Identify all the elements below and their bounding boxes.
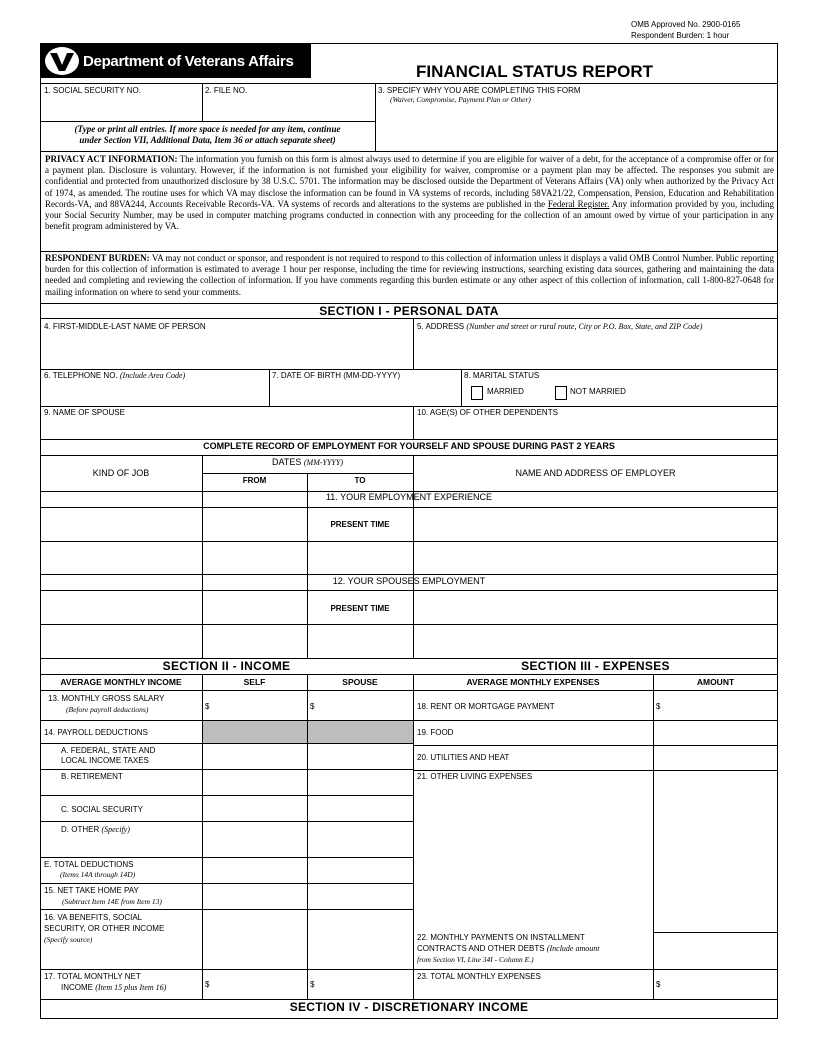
item-18-amount-field[interactable]: [663, 692, 775, 718]
from-header: FROM: [242, 476, 267, 485]
item-14c-label: C. SOCIAL SECURITY: [61, 805, 143, 814]
present-time-label: PRESENT TIME: [330, 520, 390, 529]
item-23-dollar: $: [656, 980, 661, 989]
item-17-label-2: INCOME (Item 15 plus Item 16): [61, 983, 167, 992]
present-time-label-spouse: PRESENT TIME: [330, 604, 390, 613]
to-header: TO: [354, 476, 366, 485]
item-13-self-dollar: $: [205, 702, 210, 711]
payroll-deductions-spouse-shaded: [308, 721, 413, 743]
item-19-label: 19. FOOD: [417, 728, 454, 737]
telephone-label: 6. TELEPHONE NO. (Include Area Code): [44, 371, 186, 380]
specify-reason-note: (Waiver, Compromise, Payment Plan or Other): [390, 95, 531, 104]
ssn-field[interactable]: [44, 96, 200, 120]
item-15-note: (Subtract Item 14E from Item 13): [62, 897, 162, 906]
item-14a-label-2: LOCAL INCOME TAXES: [61, 756, 149, 765]
item-21-description-field[interactable]: [416, 782, 651, 930]
name-field[interactable]: [44, 332, 410, 368]
telephone-field[interactable]: [44, 381, 266, 405]
spouse-name-field[interactable]: [44, 418, 410, 438]
item-16-label-1: 16. VA BENEFITS, SOCIAL: [44, 913, 143, 922]
kind-of-job-header: KIND OF JOB: [92, 468, 150, 478]
dependents-label: 10. AGE(S) OF OTHER DEPENDENTS: [417, 408, 558, 417]
va-seal-icon: [43, 44, 83, 78]
not-married-label: NOT MARRIED: [570, 387, 626, 396]
va-logo: [41, 44, 311, 78]
item-14d-label: D. OTHER (Specify): [61, 825, 130, 834]
employment-row-1-job[interactable]: [41, 508, 201, 540]
item-15-label: 15. NET TAKE HOME PAY: [44, 886, 139, 895]
section-1-title: SECTION I - PERSONAL DATA: [319, 304, 499, 318]
employment-row-2-job[interactable]: [41, 542, 201, 573]
ssn-label: 1. SOCIAL SECURITY NO.: [44, 86, 141, 95]
item-17-label-1: 17. TOTAL MONTHLY NET: [44, 972, 141, 981]
spouse-employment-row-1-job[interactable]: [41, 591, 201, 623]
marital-status-label: 8. MARITAL STATUS: [464, 371, 540, 380]
dob-label: 7. DATE OF BIRTH (MM-DD-YYYY): [272, 371, 401, 380]
income-col-avg: AVERAGE MONTHLY INCOME: [60, 677, 182, 687]
item-22-note: from Section VI, Line 34I - Column E.): [417, 955, 534, 964]
item-21-label: 21. OTHER LIVING EXPENSES: [417, 772, 533, 781]
item-13-note: (Before payroll deductions): [66, 705, 149, 714]
section-3-title: SECTION III - EXPENSES: [521, 659, 670, 673]
dob-field[interactable]: [272, 381, 458, 405]
item-14b-label: B. RETIREMENT: [61, 772, 123, 781]
file-no-field[interactable]: [205, 96, 373, 120]
payroll-deductions-self-shaded: [203, 721, 307, 743]
item-22-label-2: CONTRACTS AND OTHER DEBTS (Include amount: [417, 944, 600, 953]
item-18-dollar: $: [656, 702, 661, 711]
item-20-label: 20. UTILITIES AND HEAT: [417, 753, 510, 762]
specify-reason-field[interactable]: [378, 106, 776, 150]
item-14-label: 14. PAYROLL DEDUCTIONS: [44, 728, 148, 737]
income-col-spouse: SPOUSE: [342, 677, 378, 687]
item-17-spouse-dollar: $: [310, 980, 315, 989]
item-13-self-field[interactable]: [212, 692, 305, 718]
item-14e-note: (Items 14A through 14D): [60, 870, 136, 879]
dates-header: DATES (MM-YYYY): [272, 457, 343, 467]
item-22-label-1: 22. MONTHLY PAYMENTS ON INSTALLMENT: [417, 933, 585, 942]
address-field[interactable]: [417, 332, 775, 368]
spouse-employment-title: 12. YOUR SPOUSES EMPLOYMENT: [332, 576, 486, 586]
married-label: MARRIED: [487, 387, 524, 396]
instructions-note: (Type or print all entries. If more space is needed for any item, continue under Section VII, Additional Data, Item 36 or attach separate sheet): [74, 124, 341, 145]
expenses-col-amount: AMOUNT: [696, 677, 735, 687]
item-13-label: 13. MONTHLY GROSS SALARY: [48, 694, 165, 703]
income-col-self: SELF: [243, 677, 266, 687]
section-4-title: SECTION IV - DISCRETIONARY INCOME: [289, 1000, 529, 1014]
respondent-burden-paragraph: RESPONDENT BURDEN: VA may not conduct or sponsor, and respondent is not required to respond to this collection of information unless it displays a valid OMB Control Number. Public reporting burden for this collection of information is estimated to average 1 hour per response, including the time for reviewing instructions, searching existing data sources, gathering and maintaining the data needed and completing and reviewing the collection of information. If you have comments regarding this burden estimate or any other aspect of this collection of information, call 1-800-827-0648 for mailing information on where to send your comments.: [45, 253, 774, 297]
omb-approved-number: OMB Approved No. 2900-0165: [631, 20, 741, 29]
item-16-label-2: SECURITY, OR OTHER INCOME: [44, 924, 165, 933]
married-checkbox[interactable]: [471, 386, 483, 400]
spouse-employment-row-2-job[interactable]: [41, 625, 201, 657]
expenses-col-avg: AVERAGE MONTHLY EXPENSES: [466, 677, 600, 687]
spouse-name-label: 9. NAME OF SPOUSE: [44, 408, 125, 417]
item-16-note: (Specify source): [44, 935, 93, 944]
item-19-amount-field[interactable]: [656, 722, 776, 744]
logo-text: Department of Veterans Affairs: [83, 53, 294, 70]
not-married-checkbox[interactable]: [555, 386, 567, 400]
form-title: FINANCIAL STATUS REPORT: [416, 62, 654, 81]
item-14a-label-1: A. FEDERAL, STATE AND: [61, 746, 156, 755]
dependents-field[interactable]: [417, 418, 775, 438]
address-label: 5. ADDRESS (Number and street or rural route, City or P.O. Box, State, and ZIP Code): [417, 322, 703, 331]
employer-header: NAME AND ADDRESS OF EMPLOYER: [515, 468, 676, 478]
item-18-label: 18. RENT OR MORTGAGE PAYMENT: [417, 702, 555, 711]
item-14e-label: E. TOTAL DEDUCTIONS: [44, 860, 134, 869]
employment-record-title: COMPLETE RECORD OF EMPLOYMENT FOR YOURSELF AND SPOUSE DURING PAST 2 YEARS: [203, 441, 615, 451]
respondent-burden-header: Respondent Burden: 1 hour: [631, 31, 730, 40]
item-13-spouse-dollar: $: [310, 702, 315, 711]
file-no-label: 2. FILE NO.: [205, 86, 248, 95]
item-23-label: 23. TOTAL MONTHLY EXPENSES: [417, 972, 541, 981]
your-employment-title: 11. YOUR EMPLOYMENT EXPERIENCE: [325, 492, 493, 502]
item-17-self-dollar: $: [205, 980, 210, 989]
name-label: 4. FIRST-MIDDLE-LAST NAME OF PERSON: [44, 322, 206, 331]
specify-reason-label: 3. SPECIFY WHY YOU ARE COMPLETING THIS FORM: [378, 86, 581, 95]
section-2-title: SECTION II - INCOME: [162, 659, 291, 673]
item-20-amount-field[interactable]: [656, 747, 776, 769]
privacy-act-paragraph: PRIVACY ACT INFORMATION: The information you furnish on this form is almost always used to determine if you are eligible for waiver of a debt, for the acceptance of a compromise offer or for a payment plan. Disclosure is voluntary. However, if the information is not furnished your eligibility for waiver, compromise or a payment plan may be affected. The responses you submit are confidential and protected from unauthorized disclosure by 38 U.S.C. 5701. The information may be disclosed outside the Department of Veterans Affairs (VA) only when authorized by the Privacy Act of 1974, as amended. The routine uses for which VA may disclose the information can be found in VA systems of records, including 58VA21/22, Compensation, Pension, Education and Rehabilitation Records-VA, and 88VA244, Accounts Receivable Records-VA. VA systems of records and alterations to the systems are published in the Federal Register. Any information provided by you, including your Social Security Number, may be used in computer matching programs conducted in connection with any proceeding for the collection of an amount owed by virtue of your participation in any benefit program administered by VA.: [45, 154, 775, 232]
item-13-spouse-field[interactable]: [317, 692, 411, 718]
